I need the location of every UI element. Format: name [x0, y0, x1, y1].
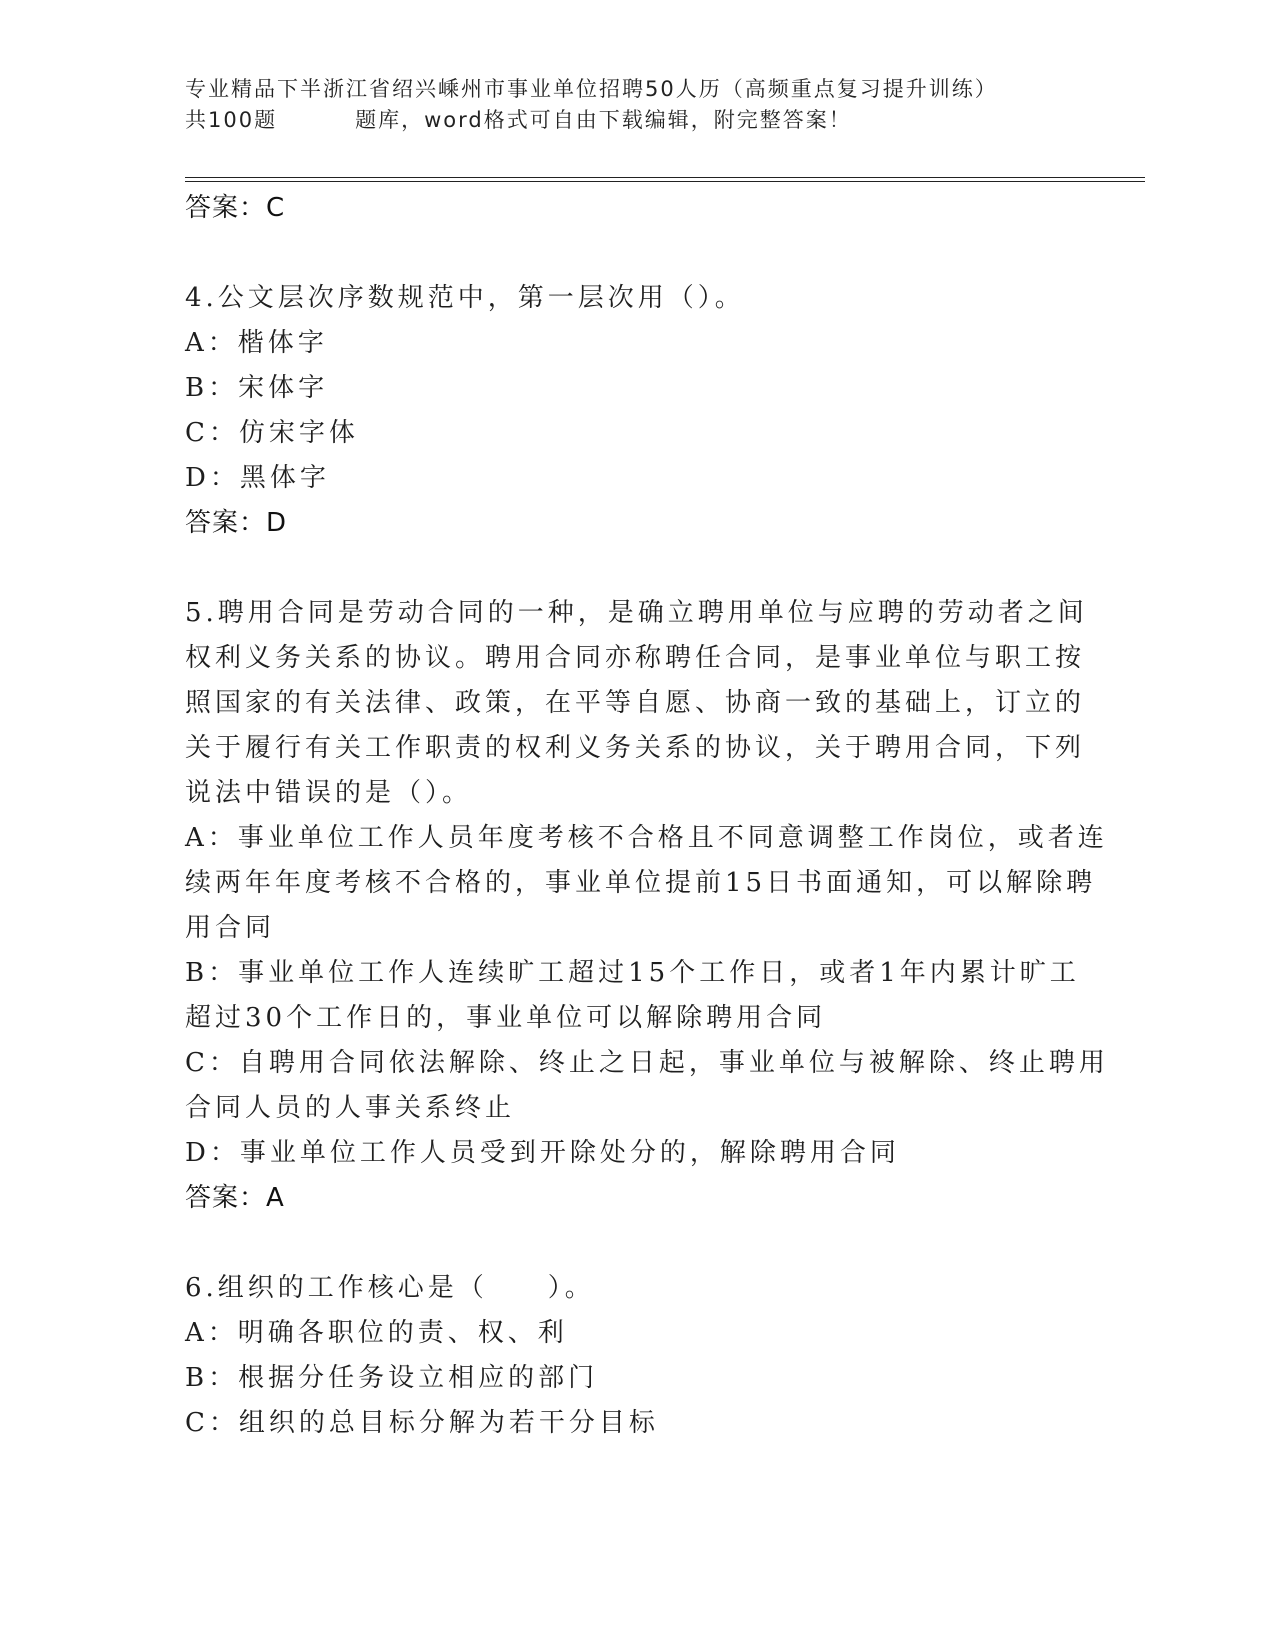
text-line: 合同人员的人事关系终止 — [185, 1093, 516, 1123]
header-divider-bottom — [185, 181, 1145, 182]
header-subtitle-line — [185, 105, 1085, 136]
text-line: B：事业单位工作人连续旷工超过15个工作日，或者1年内累计旷工 — [185, 958, 1080, 988]
text-line: A：明确各职位的责、权、利 — [185, 1318, 568, 1348]
text-line: A：楷体字 — [185, 328, 328, 358]
page-header — [185, 74, 1085, 136]
answer-line: 答案：A — [185, 1183, 285, 1213]
question-content — [185, 186, 1109, 1446]
text-line: D：事业单位工作人员受到开除处分的，解除聘用合同 — [185, 1138, 900, 1168]
text-line: 4.公文层次序数规范中，第一层次用（）。 — [185, 283, 745, 313]
text-line: 5.聘用合同是劳动合同的一种，是确立聘用单位与应聘的劳动者之间 — [185, 598, 1088, 628]
paragraph-spacer — [185, 546, 1065, 591]
text-line: 用合同 — [185, 913, 276, 943]
text-line: 关于履行有关工作职责的权利义务关系的协议，关于聘用合同，下列 — [185, 733, 1086, 763]
header-divider-top — [185, 177, 1145, 178]
text-line: A：事业单位工作人员年度考核不合格且不同意调整工作岗位，或者连 — [185, 823, 1108, 853]
text-line: D：黑体字 — [185, 463, 330, 493]
text-line: 超过30个工作日的，事业单位可以解除聘用合同 — [185, 1003, 827, 1033]
text-line: 6.组织的工作核心是（ ）。 — [185, 1273, 595, 1303]
text-line: 续两年年度考核不合格的，事业单位提前15日书面通知，可以解除聘 — [185, 868, 1097, 898]
header-question-count: 共100题 — [185, 108, 278, 132]
answer-line: 答案：D — [185, 508, 288, 538]
paragraph-spacer — [185, 1221, 1065, 1266]
text-line: C：仿宋字体 — [185, 418, 359, 448]
paragraph-spacer — [185, 231, 1065, 276]
text-line: 权利义务关系的协议。聘用合同亦称聘任合同，是事业单位与职工按 — [185, 643, 1086, 673]
text-line: B：宋体字 — [185, 373, 329, 403]
text-line: C：组织的总目标分解为若干分目标 — [185, 1408, 659, 1438]
text-line: B：根据分任务设立相应的部门 — [185, 1363, 599, 1393]
text-line: C：自聘用合同依法解除、终止之日起，事业单位与被解除、终止聘用 — [185, 1048, 1109, 1078]
header-title-line: 专业精品下半浙江省绍兴嵊州市事业单位招聘50人历（高频重点复习提升训练） — [185, 77, 998, 101]
answer-line: 答案：C — [185, 193, 286, 223]
text-line: 照国家的有关法律、政策，在平等自愿、协商一致的基础上，订立的 — [185, 688, 1086, 718]
header-description: 题库，word格式可自由下载编辑，附完整答案！ — [355, 108, 852, 132]
text-line: 说法中错误的是（）。 — [185, 778, 473, 808]
